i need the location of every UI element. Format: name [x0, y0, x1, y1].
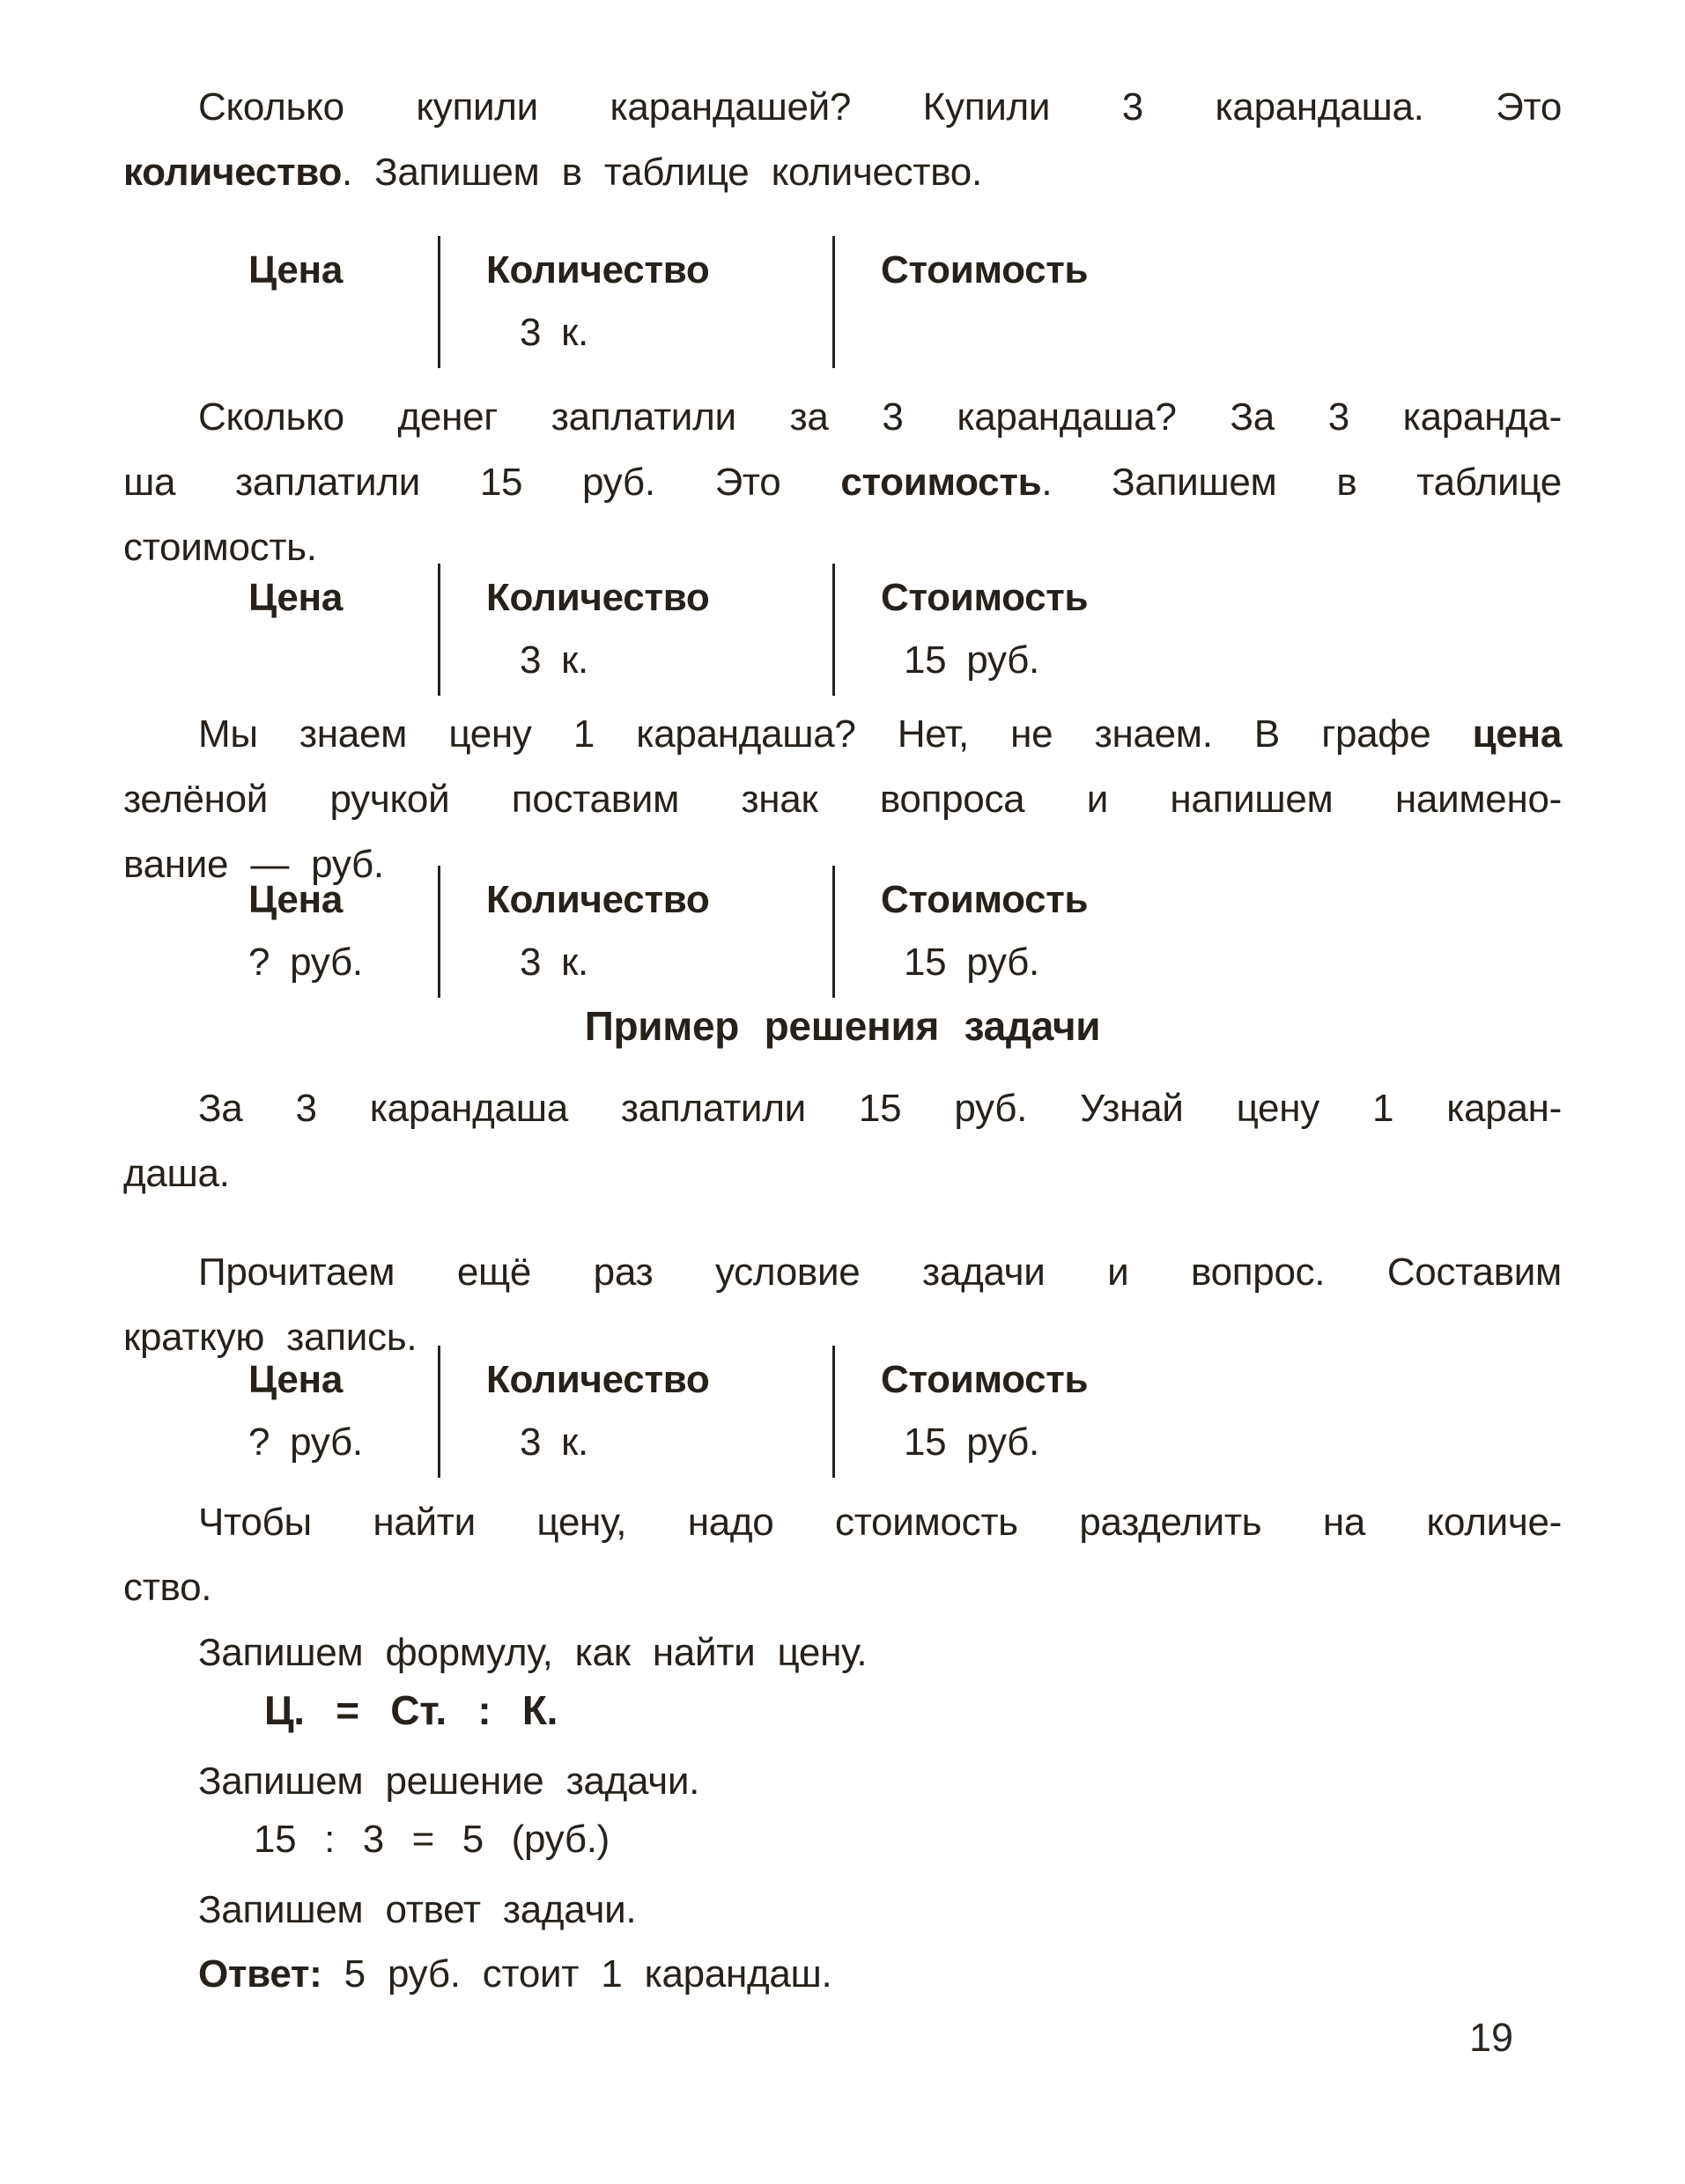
column-cost [832, 236, 1328, 368]
text-run: Сколько купили карандашей? Купили 3 карандаша. Это [198, 85, 1562, 129]
text-run: краткую запись. [123, 1316, 418, 1359]
paragraph-quantity [123, 75, 1562, 205]
table-header-price: Цена [248, 248, 343, 291]
column-cost [832, 866, 1328, 998]
table-header-quantity: Количество [486, 878, 710, 921]
text-line [123, 1620, 1562, 1686]
paragraph-write-solution [123, 1749, 1562, 1814]
text-run: ство. [123, 1566, 212, 1609]
text-line [123, 1490, 1562, 1555]
text-run-bold: количество [123, 151, 343, 194]
text-line [123, 1878, 1562, 1943]
table-cell-cost [835, 301, 1328, 368]
ratio-table-4 [238, 1346, 1328, 1478]
text-run: . Запишем в таблице количество. [342, 151, 982, 194]
ratio-table-2 [238, 564, 1328, 696]
text-line [123, 1749, 1562, 1814]
ratio-table-1 [238, 236, 1328, 368]
table-cell-quantity: 3 к. [520, 1420, 588, 1464]
table-cell-quantity: 3 к. [520, 638, 588, 682]
table-header-cost: Стоимость [881, 248, 1089, 291]
column-quantity [438, 1346, 832, 1478]
text-run: вание — руб. [123, 843, 384, 886]
text-run: Прочитаем ещё раз условие задачи и вопрос. Составим [198, 1251, 1562, 1294]
text-run: Запишем ответ задачи. [198, 1888, 637, 1931]
table-cell-price: ? руб. [248, 1420, 363, 1464]
text-line [123, 1555, 1562, 1620]
text-run: . Запишем в таблице [1041, 461, 1562, 504]
table-cell-price: ? руб. [248, 941, 363, 984]
table-cell-cost: 15 руб. [904, 1420, 1039, 1464]
text-line [123, 75, 1562, 140]
paragraph-write-answer [123, 1878, 1562, 1943]
page-number: 19 [1469, 2015, 1514, 2060]
table-header-cost: Стоимость [881, 1358, 1089, 1401]
text-line [123, 702, 1562, 767]
text-run: 5 руб. стоит 1 карандаш. [321, 1952, 832, 1996]
answer-label: Ответ: [198, 1952, 322, 1996]
column-quantity [438, 866, 832, 998]
table-header-quantity: Количество [486, 1358, 710, 1401]
text-run: Запишем решение задачи. [198, 1760, 700, 1803]
text-run: даша. [123, 1152, 230, 1195]
section-heading: Пример решения задачи [584, 1003, 1101, 1049]
table-cell-quantity: 3 к. [520, 941, 588, 984]
text-run: зелёной ручкой поставим знак вопроса и напишем наимено- [123, 778, 1562, 821]
text-line [123, 1076, 1562, 1141]
paragraph-rule [123, 1490, 1562, 1620]
table-header-price: Цена [248, 576, 343, 619]
text-run: ша заплатили 15 руб. Это [123, 461, 841, 504]
text-run-bold: цена [1472, 712, 1562, 756]
column-price [238, 564, 438, 696]
text-run: стоимость. [123, 526, 317, 569]
text-line [123, 450, 1562, 515]
paragraph-problem-statement [123, 1076, 1562, 1206]
table-header-price: Цена [248, 1358, 343, 1401]
table-cell-cost: 15 руб. [904, 941, 1039, 984]
table-cell-cost: 15 руб. [904, 638, 1039, 682]
table-cell-price [238, 301, 438, 368]
table-header-quantity: Количество [486, 576, 710, 619]
text-line [123, 140, 1562, 205]
text-line [123, 1240, 1562, 1305]
column-price [238, 1346, 438, 1478]
table-header-quantity: Количество [486, 248, 710, 291]
table-header-price: Цена [248, 878, 343, 921]
column-price [238, 236, 438, 368]
text-line [123, 1141, 1562, 1206]
text-line [123, 385, 1562, 450]
text-run: Чтобы найти цену, надо стоимость разделить на количе- [198, 1501, 1562, 1544]
ratio-table-3 [238, 866, 1328, 998]
paragraph-write-formula [123, 1620, 1562, 1686]
table-header-cost: Стоимость [881, 576, 1089, 619]
text-line [123, 767, 1562, 832]
text-run: Мы знаем цену 1 карандаша? Нет, не знаем. В графе [198, 712, 1473, 756]
text-line [123, 1942, 1562, 2007]
text-run: За 3 карандаша заплатили 15 руб. Узнай цену 1 каран- [198, 1087, 1562, 1130]
text-run-bold: стоимость [840, 461, 1042, 504]
table-cell-quantity: 3 к. [520, 311, 588, 354]
solution-equation: 15 : 3 = 5 (руб.) [254, 1818, 610, 1861]
column-cost [832, 1346, 1328, 1478]
column-quantity [438, 236, 832, 368]
column-price [238, 866, 438, 998]
price-formula: Ц. = Ст. : К. [264, 1687, 558, 1733]
paragraph-answer [123, 1942, 1562, 2007]
paragraph-cost [123, 385, 1562, 580]
text-run: Сколько денег заплатили за 3 карандаша? За 3 каранда- [198, 395, 1562, 439]
table-header-cost: Стоимость [881, 878, 1089, 921]
text-run: Запишем формулу, как найти цену. [198, 1631, 868, 1674]
column-cost [832, 564, 1328, 696]
table-cell-price [238, 629, 438, 696]
column-quantity [438, 564, 832, 696]
